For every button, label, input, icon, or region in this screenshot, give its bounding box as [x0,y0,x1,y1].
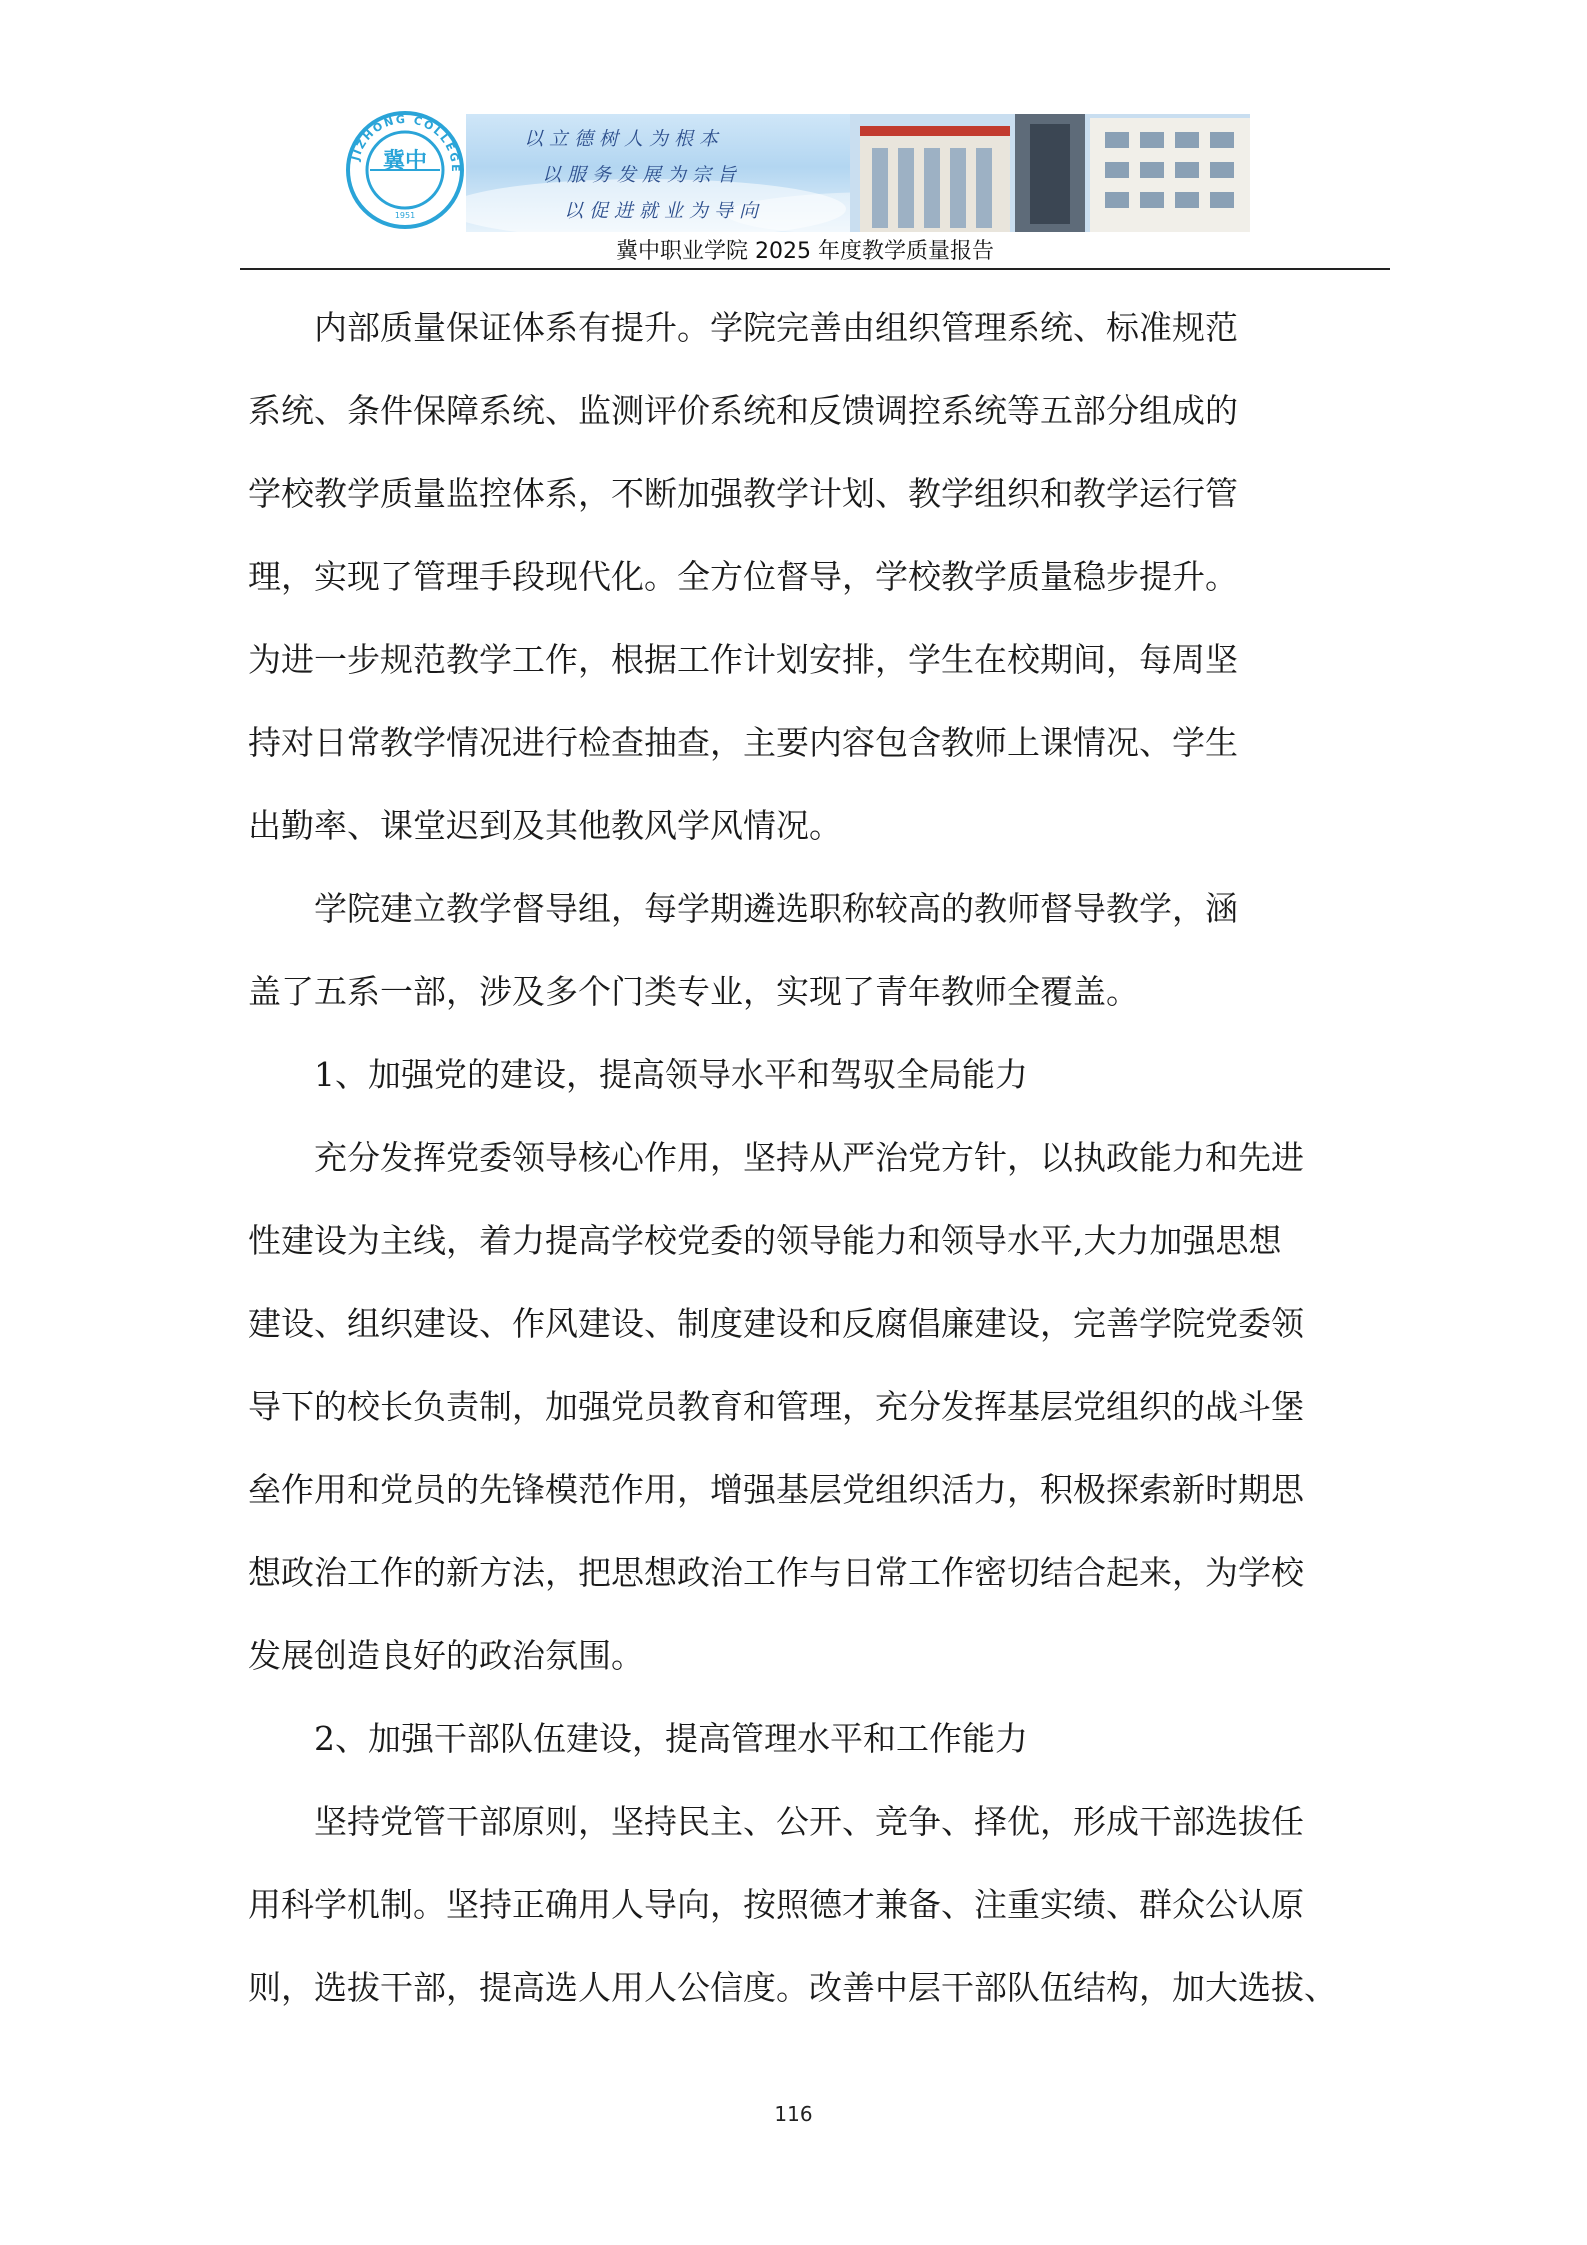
college-seal-icon [345,110,465,230]
page-number: 116 [774,2102,813,2126]
text-line: 导下的校长负责制，加强党员教育和管理，充分发挥基层党组织的战斗堡 [248,1387,1304,1426]
text-line: 持对日常教学情况进行检查抽查，主要内容包含教师上课情况、学生 [248,723,1238,762]
slogan-3: 以促进就业为导向 [564,200,765,222]
text-line: 坚持党管干部原则，坚持民主、公开、竞争、择优，形成干部选拔任 [314,1802,1304,1841]
text-line: 建设、组织建设、作风建设、制度建设和反腐倡廉建设，完善学院党委领 [248,1304,1304,1343]
seal-year: 1951 [394,211,416,220]
text-line: 1、加强党的建设，提高领导水平和驾驭全局能力 [314,1055,1028,1094]
text-line: 理，实现了管理手段现代化。全方位督导，学校教学质量稳步提升。 [248,557,1238,596]
header-banner [466,114,1250,232]
section-heading-cadre-team [248,1697,1358,1780]
text-line: 学院建立教学督导组，每学期遴选职称较高的教师督导教学，涵 [314,889,1238,928]
text-line: 想政治工作的新方法，把思想政治工作与日常工作密切结合起来，为学校 [248,1553,1304,1592]
text-line: 则，选拔干部，提高选人用人公信度。改善中层干部队伍结构，加大选拔、 [248,1968,1337,2007]
text-line: 性建设为主线，着力提高学校党委的领导能力和领导水平,大力加强思想 [248,1221,1282,1260]
text-line: 为进一步规范教学工作，根据工作计划安排，学生在校期间，每周坚 [248,640,1238,679]
text-line: 内部质量保证体系有提升。学院完善由组织管理系统、标准规范 [314,308,1238,347]
header-divider [240,268,1390,270]
report-title: 冀中职业学院 2025 年度教学质量报告 [616,239,994,264]
text-line: 学校教学质量监控体系，不断加强教学计划、教学组织和教学运行管 [248,474,1238,513]
section-heading-party-building [248,1033,1358,1116]
text-line: 系统、条件保障系统、监测评价系统和反馈调控系统等五部分组成的 [248,391,1238,430]
text-line: 2、加强干部队伍建设，提高管理水平和工作能力 [314,1719,1028,1758]
text-line: 盖了五系一部，涉及多个门类专业，实现了青年教师全覆盖。 [248,972,1139,1011]
text-line: 出勤率、课堂迟到及其他教风学风情况。 [248,806,842,845]
campus-building-photo [850,114,1250,232]
slogan-2: 以服务发展为宗旨 [542,164,743,186]
text-line: 充分发挥党委领导核心作用，坚持从严治党方针，以执政能力和先进 [314,1138,1304,1177]
paragraph-teaching-supervision [248,867,1358,1033]
paragraph-quality-assurance [248,286,1358,867]
seal-ring-text: JIZHONG COLLEGE [349,112,463,174]
paragraph-party-building [248,1116,1358,1697]
text-line: 发展创造良好的政治氛围。 [248,1636,644,1675]
text-line: 用科学机制。坚持正确用人导向，按照德才兼备、注重实绩、群众公认原 [248,1885,1304,1924]
paragraph-cadre-team [248,1780,1358,2029]
slogan-1: 以立德树人为根本 [524,128,725,150]
text-line: 垒作用和党员的先锋模范作用，增强基层党组织活力，积极探索新时期思 [248,1470,1304,1509]
seal-text: 冀中 [382,148,428,174]
body-text [248,286,1358,2029]
